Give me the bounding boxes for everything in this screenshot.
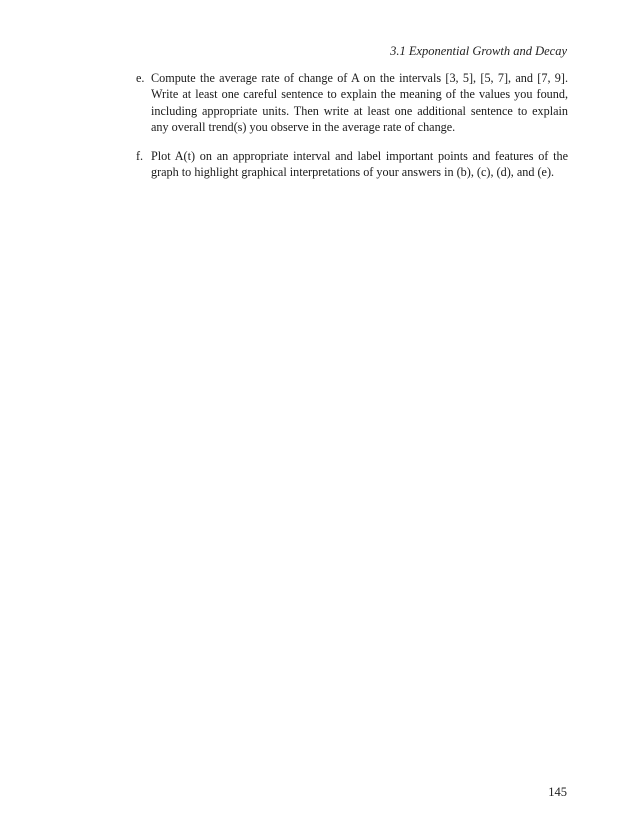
exercise-list — [136, 70, 568, 194]
exercise-item-f — [136, 148, 568, 181]
exercise-letter: e. — [136, 71, 145, 85]
page-number: 145 — [548, 785, 567, 799]
exercise-text: Plot A(t) on an appropriate interval and label important points and features of the graph to highlight graphical interpretations of your answers in (b), (c), (d), and (e). — [151, 149, 568, 180]
exercise-text: Compute the average rate of change of A on the intervals [3, 5], [5, 7], and [7, 9]. Write at least one careful sentence to explain the meaning of the values you found, including appropriate units. Then write at least one additional sentence to explain any overall trend(s) you observe in the average rate of change. — [151, 71, 568, 134]
exercise-item-e — [136, 70, 568, 135]
exercise-letter: f. — [136, 149, 144, 164]
running-header: 3.1 Exponential Growth and Decay — [390, 44, 567, 58]
